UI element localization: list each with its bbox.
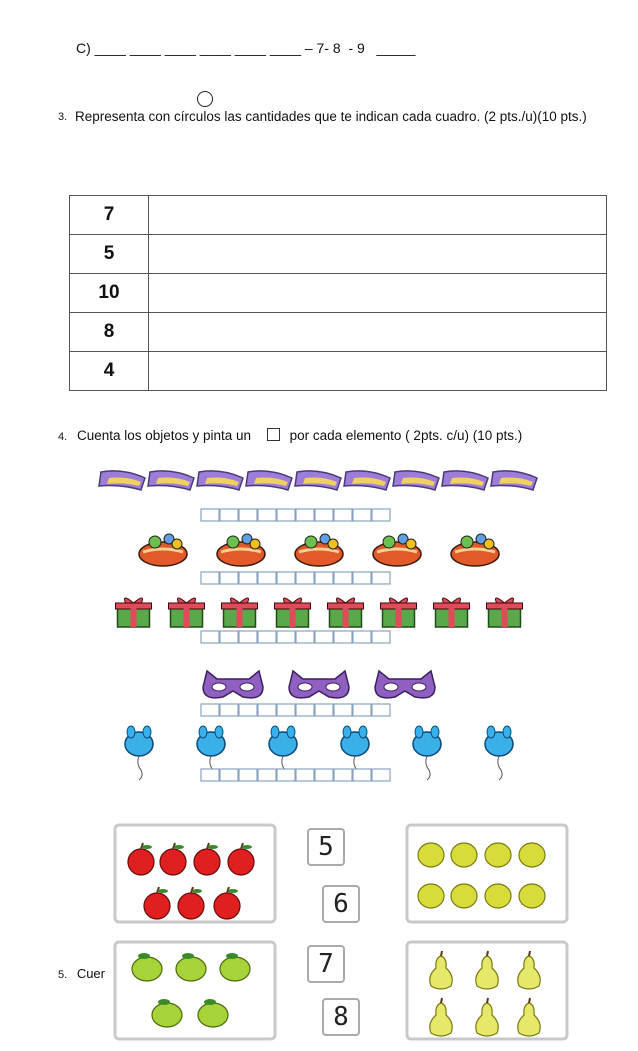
basket-icon xyxy=(217,534,265,566)
crayon-icon xyxy=(344,471,390,490)
paint-box[interactable] xyxy=(277,631,295,643)
question-3-number: 3. xyxy=(58,111,68,123)
lemon-icon xyxy=(485,843,511,867)
question-3 xyxy=(58,106,618,128)
paint-box[interactable] xyxy=(296,769,314,781)
cat-mask-icon xyxy=(203,671,263,698)
number-tile-6: 6 xyxy=(322,885,360,923)
paint-box[interactable] xyxy=(315,631,333,643)
crayon-icon xyxy=(246,471,292,490)
basket-icon xyxy=(139,534,187,566)
paint-box[interactable] xyxy=(239,769,257,781)
question-4-text-after: por cada elemento ( 2pts. c/u) (10 pts.) xyxy=(289,428,523,443)
basket-icon xyxy=(373,534,421,566)
paint-box[interactable] xyxy=(277,509,295,521)
paint-box[interactable] xyxy=(334,631,352,643)
paint-box[interactable] xyxy=(201,631,219,643)
paint-box[interactable] xyxy=(220,631,238,643)
paint-box[interactable] xyxy=(239,631,257,643)
crayon-icon xyxy=(197,471,243,490)
table-row xyxy=(70,196,607,235)
gift-icon xyxy=(169,598,205,627)
gift-icon xyxy=(487,598,523,627)
paint-box[interactable] xyxy=(220,769,238,781)
paint-box[interactable] xyxy=(277,769,295,781)
crayon-icon xyxy=(295,471,341,490)
crayon-icon xyxy=(442,471,488,490)
quantity-cell: 8 xyxy=(70,313,149,352)
gift-icon xyxy=(275,598,311,627)
circle-icon xyxy=(197,91,213,107)
lemon-icon xyxy=(418,884,444,908)
quantity-cell: 10 xyxy=(70,274,149,313)
paint-box[interactable] xyxy=(201,769,219,781)
basket-icon xyxy=(451,534,499,566)
lemon-icon xyxy=(519,843,545,867)
quantity-table xyxy=(69,195,607,391)
crayon-icon xyxy=(491,471,537,490)
paint-box[interactable] xyxy=(277,704,295,716)
table-row xyxy=(70,313,607,352)
number-tile-8: 8 xyxy=(322,998,360,1036)
basket-icon xyxy=(295,534,343,566)
paint-box[interactable] xyxy=(372,572,390,584)
question-4-number: 4. xyxy=(58,431,68,443)
table-row xyxy=(70,352,607,391)
lemon-icon xyxy=(418,843,444,867)
paint-box[interactable] xyxy=(315,769,333,781)
gift-icon xyxy=(434,598,470,627)
paint-box[interactable] xyxy=(201,509,219,521)
answer-cell[interactable] xyxy=(149,235,607,274)
lemon-icon xyxy=(451,843,477,867)
paint-box[interactable] xyxy=(372,769,390,781)
paint-box[interactable] xyxy=(372,631,390,643)
paint-box[interactable] xyxy=(296,509,314,521)
paint-box[interactable] xyxy=(201,572,219,584)
gift-icon xyxy=(381,598,417,627)
cat-mask-icon xyxy=(375,671,435,698)
answer-cell[interactable] xyxy=(149,313,607,352)
paint-box[interactable] xyxy=(334,572,352,584)
balloon-icon xyxy=(485,726,513,780)
paint-box[interactable] xyxy=(334,509,352,521)
quantity-cell: 5 xyxy=(70,235,149,274)
paint-box[interactable] xyxy=(315,572,333,584)
paint-box[interactable] xyxy=(296,704,314,716)
counting-exercise xyxy=(0,450,638,790)
paint-box[interactable] xyxy=(258,631,276,643)
crayon-icon xyxy=(148,471,194,490)
paint-box[interactable] xyxy=(239,509,257,521)
paint-box[interactable] xyxy=(239,572,257,584)
quantity-cell: 7 xyxy=(70,196,149,235)
table-row xyxy=(70,235,607,274)
paint-box[interactable] xyxy=(258,704,276,716)
paint-box[interactable] xyxy=(220,572,238,584)
gift-icon xyxy=(328,598,364,627)
question-5-text: Cuer xyxy=(76,966,105,981)
paint-box[interactable] xyxy=(372,509,390,521)
answer-cell[interactable] xyxy=(149,196,607,235)
answer-cell[interactable] xyxy=(149,274,607,313)
gift-icon xyxy=(222,598,258,627)
paint-box[interactable] xyxy=(353,631,371,643)
paint-box[interactable] xyxy=(220,509,238,521)
crayon-icon xyxy=(99,471,145,490)
number-tile-5: 5 xyxy=(307,828,345,866)
gift-icon xyxy=(116,598,152,627)
paint-box[interactable] xyxy=(353,572,371,584)
cat-mask-icon xyxy=(289,671,349,698)
paint-box[interactable] xyxy=(334,769,352,781)
balloon-icon xyxy=(125,726,153,780)
paint-box[interactable] xyxy=(353,704,371,716)
paint-box[interactable] xyxy=(277,572,295,584)
paint-box[interactable] xyxy=(239,704,257,716)
table-row xyxy=(70,274,607,313)
quantity-cell: 4 xyxy=(70,352,149,391)
balloon-icon xyxy=(413,726,441,780)
question-5 xyxy=(58,966,105,981)
paint-box[interactable] xyxy=(353,769,371,781)
paint-box[interactable] xyxy=(296,572,314,584)
lemon-icon xyxy=(519,884,545,908)
paint-box[interactable] xyxy=(353,509,371,521)
answer-cell[interactable] xyxy=(149,352,607,391)
paint-box[interactable] xyxy=(201,704,219,716)
question-3-text: Representa con círculos las cantidades que te indican cada cuadro. (2 pts./u)(10 pts.) xyxy=(75,109,587,124)
paint-box[interactable] xyxy=(258,769,276,781)
number-tile-7: 7 xyxy=(307,945,345,983)
question-5-number: 5. xyxy=(58,969,68,981)
question-4-text-before: Cuenta los objetos y pinta un xyxy=(76,428,252,443)
paint-box[interactable] xyxy=(296,631,314,643)
paint-box[interactable] xyxy=(372,704,390,716)
lemon-icon xyxy=(485,884,511,908)
paint-box[interactable] xyxy=(258,572,276,584)
question-4 xyxy=(58,428,522,443)
paint-box[interactable] xyxy=(334,704,352,716)
crayon-icon xyxy=(393,471,439,490)
paint-box[interactable] xyxy=(315,704,333,716)
paint-box[interactable] xyxy=(220,704,238,716)
item-c-sequence: C) ____ ____ ____ ____ ____ ____ – 7- 8 - 9 _____ xyxy=(76,40,416,56)
lemon-icon xyxy=(451,884,477,908)
paint-box[interactable] xyxy=(258,509,276,521)
paint-box[interactable] xyxy=(315,509,333,521)
square-icon xyxy=(267,428,280,441)
